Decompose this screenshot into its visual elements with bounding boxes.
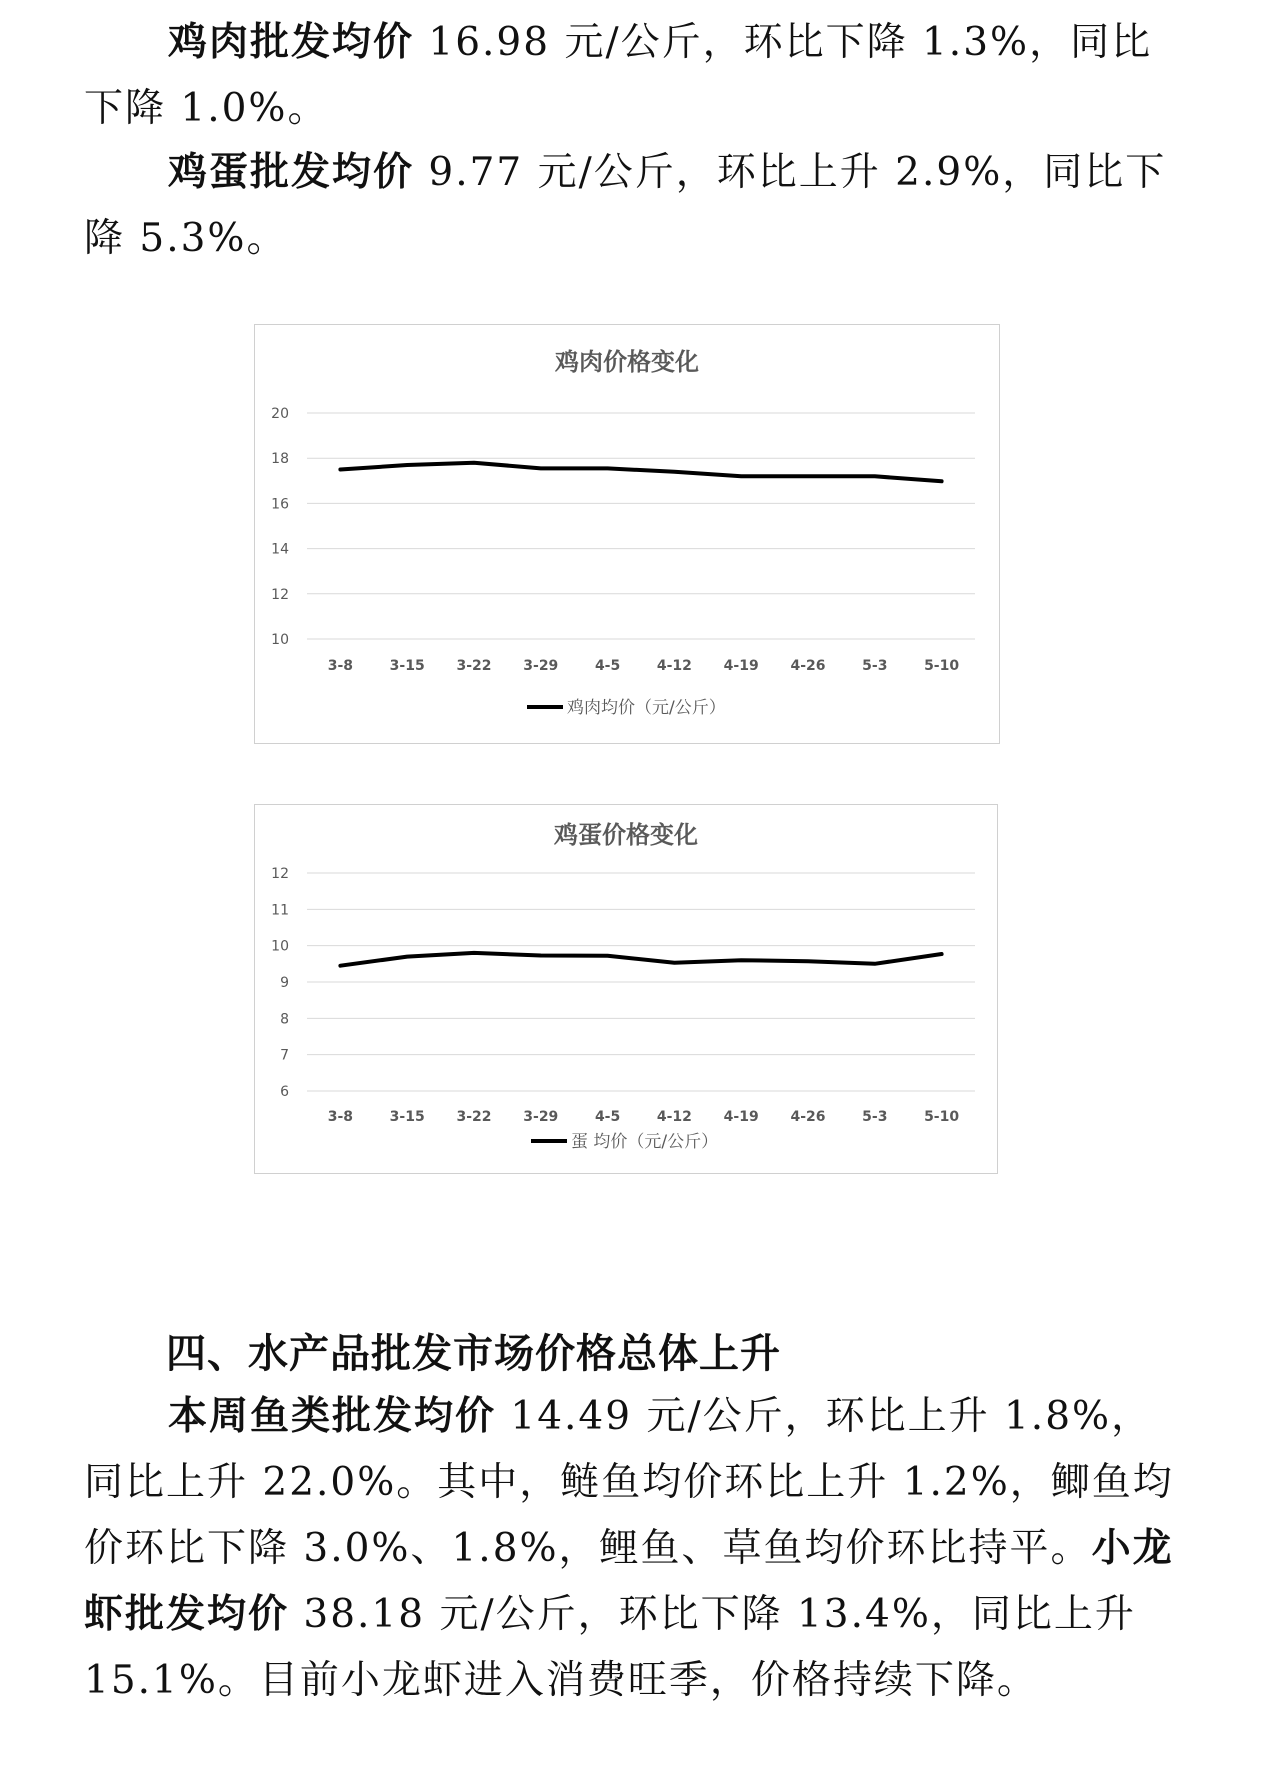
y-tick-label: 7 xyxy=(280,1047,289,1064)
x-tick-label: 5-10 xyxy=(924,658,960,674)
x-tick-label: 4-19 xyxy=(723,658,759,674)
x-tick-label: 4-19 xyxy=(723,1109,759,1125)
series-line xyxy=(340,463,941,482)
y-tick-label: 14 xyxy=(271,541,289,558)
data-point xyxy=(674,962,675,963)
egg-price-lead: 鸡蛋批发均价 xyxy=(168,150,415,195)
legend-label: 鸡肉均价（元/公斤） xyxy=(567,698,726,718)
y-tick-label: 9 xyxy=(280,975,289,991)
x-tick-label: 3-22 xyxy=(456,658,492,674)
x-tick-label: 3-22 xyxy=(456,1109,492,1125)
series-line xyxy=(340,953,941,966)
y-tick-label: 16 xyxy=(271,496,289,513)
section-heading: 四、水产品批发市场价格总体上升 xyxy=(166,1331,781,1377)
y-tick-label: 11 xyxy=(271,902,289,919)
x-tick-label: 3-8 xyxy=(327,1109,354,1125)
chicken-price-chart-svg xyxy=(255,325,999,743)
data-point xyxy=(874,963,875,964)
x-tick-label: 3-15 xyxy=(389,1109,425,1125)
data-point xyxy=(474,952,475,953)
data-point xyxy=(741,960,742,961)
y-tick-label: 8 xyxy=(280,1011,289,1028)
data-point xyxy=(741,476,742,477)
data-point xyxy=(407,956,408,957)
data-point xyxy=(808,476,809,477)
aquatic-price-paragraph xyxy=(84,1384,1174,1714)
y-tick-label: 12 xyxy=(271,866,289,882)
fish-price-text: 14.49 元/公斤，环比上升 1.8%，同比上升 22.0%。其中，鲢鱼均价环比上升 1.2%，鲫鱼均价环比下降 3.0%、1.8%，鲤鱼、草鱼均价环比持平。 xyxy=(84,1394,1174,1571)
fish-price-lead: 本周鱼类批发均价 xyxy=(168,1394,497,1439)
x-tick-label: 5-10 xyxy=(924,1109,960,1125)
egg-price-chart-svg xyxy=(255,805,997,1173)
crayfish-price-lead: 小龙虾批发均价 xyxy=(84,1526,1174,1637)
x-tick-label: 3-15 xyxy=(389,658,425,674)
data-point xyxy=(874,476,875,477)
y-tick-label: 6 xyxy=(280,1084,289,1100)
x-tick-label: 3-29 xyxy=(523,1109,559,1125)
x-tick-label: 4-12 xyxy=(656,1109,692,1125)
x-tick-label: 4-5 xyxy=(594,1109,621,1125)
x-tick-label: 4-12 xyxy=(656,658,692,674)
chicken-price-chart xyxy=(254,324,1000,744)
egg-price-paragraph xyxy=(84,140,1174,272)
y-tick-label: 10 xyxy=(271,632,289,648)
x-tick-label: 3-29 xyxy=(523,658,559,674)
legend-label: 蛋 均价（元/公斤） xyxy=(571,1132,719,1152)
chicken-price-lead: 鸡肉批发均价 xyxy=(168,20,415,65)
data-point xyxy=(674,471,675,472)
chart-title: 鸡肉价格变化 xyxy=(555,348,699,376)
data-point xyxy=(407,464,408,465)
crayfish-price-text: 38.18 元/公斤，环比下降 13.4%，同比上升 15.1%。目前小龙虾进入消费旺季，价格持续下降。 xyxy=(84,1592,1136,1703)
data-point xyxy=(340,469,341,470)
data-point xyxy=(474,462,475,463)
y-tick-label: 18 xyxy=(271,451,289,468)
data-point xyxy=(607,468,608,469)
data-point xyxy=(607,955,608,956)
x-tick-label: 4-26 xyxy=(790,658,826,674)
data-point xyxy=(540,468,541,469)
data-point xyxy=(340,965,341,966)
y-tick-label: 20 xyxy=(271,406,289,422)
y-tick-label: 10 xyxy=(271,938,289,955)
y-tick-label: 12 xyxy=(271,586,289,603)
chicken-price-paragraph xyxy=(84,10,1174,142)
x-tick-label: 5-3 xyxy=(862,658,888,674)
chart-title: 鸡蛋价格变化 xyxy=(554,821,698,849)
egg-price-text: 9.77 元/公斤，环比上升 2.9%，同比下降 5.3%。 xyxy=(84,150,1167,261)
chicken-price-text: 16.98 元/公斤，环比下降 1.3%，同比下降 1.0%。 xyxy=(84,20,1153,131)
data-point xyxy=(540,955,541,956)
x-tick-label: 4-5 xyxy=(594,658,621,674)
x-tick-label: 3-8 xyxy=(327,658,354,674)
x-tick-label: 5-3 xyxy=(862,1109,888,1125)
x-tick-label: 4-26 xyxy=(790,1109,826,1125)
data-point xyxy=(808,961,809,962)
data-point xyxy=(941,954,942,955)
egg-price-chart xyxy=(254,804,998,1174)
data-point xyxy=(941,481,942,482)
